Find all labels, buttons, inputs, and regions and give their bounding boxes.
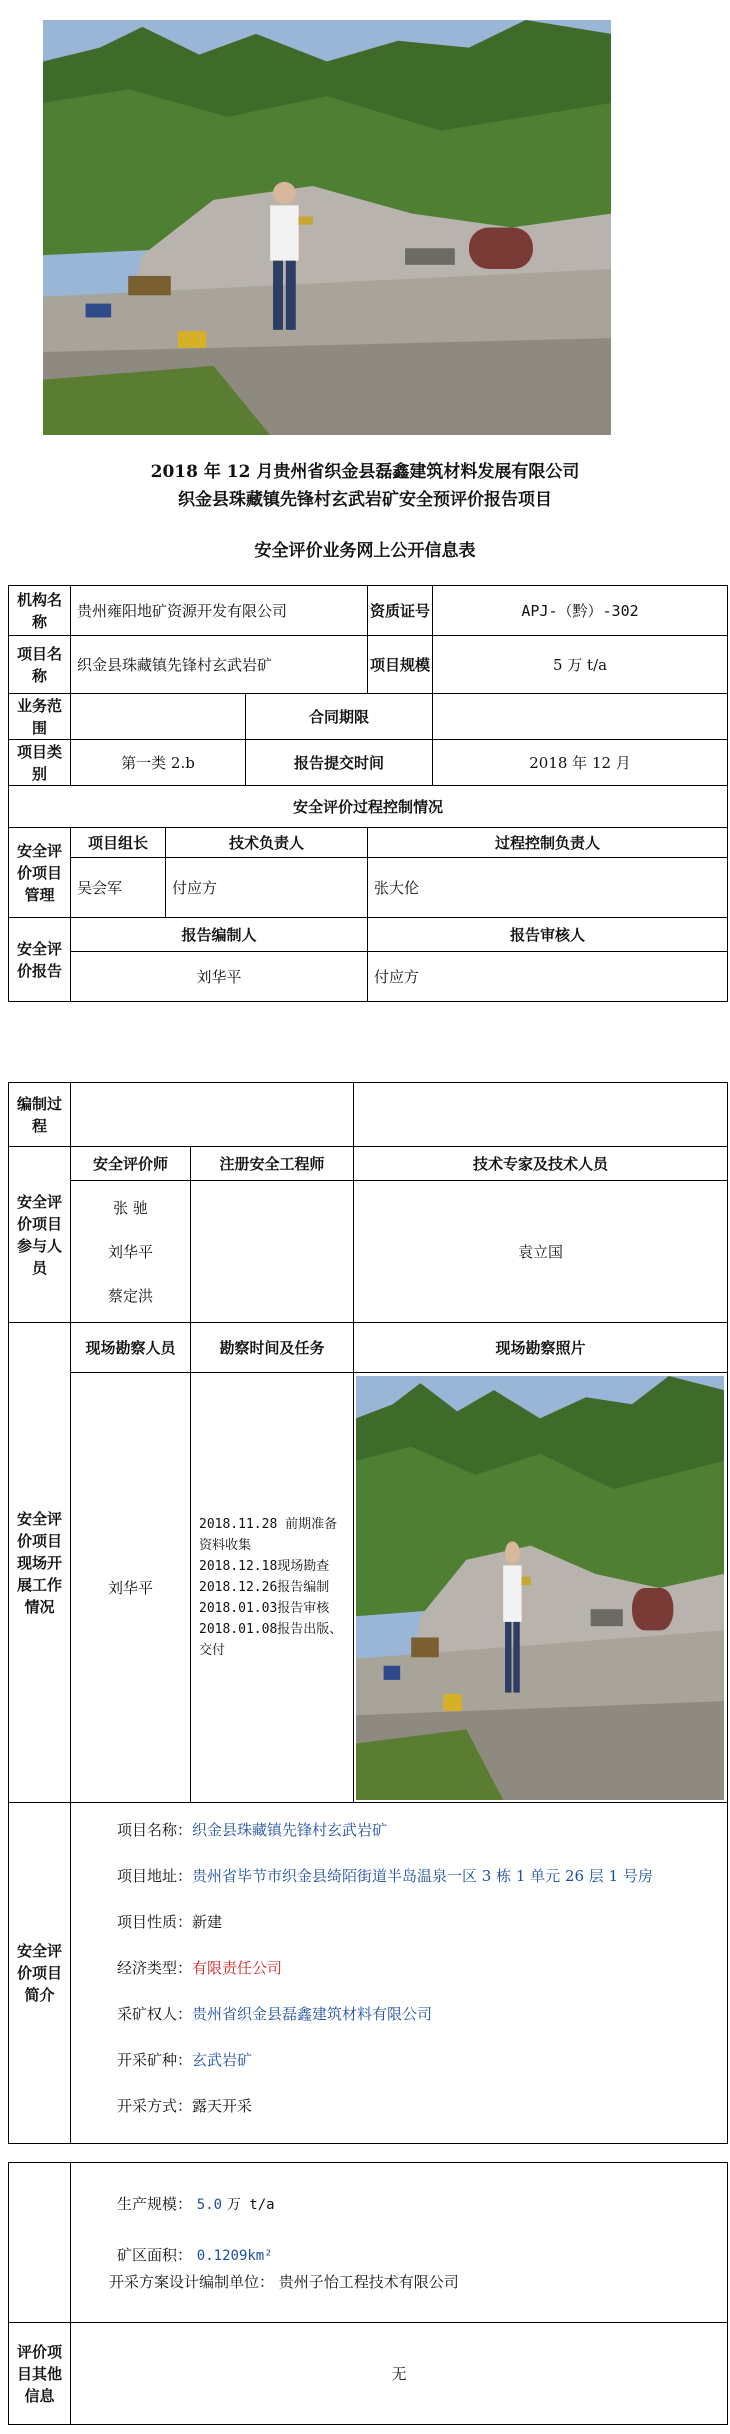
- tech-value: 付应方: [166, 858, 368, 918]
- scale-label: 项目规模: [368, 636, 433, 694]
- intro-row-value: 织金县珠藏镇先锋村玄武岩矿: [192, 1821, 388, 1839]
- surveyor-header: 现场勘察人员: [71, 1323, 191, 1373]
- survey-task: 2018.01.08报告出版、交付: [199, 1622, 343, 1658]
- submit-time-label: 报告提交时间: [246, 740, 433, 786]
- production-scale-label: 生产规模：: [117, 2194, 193, 2213]
- business-scope-label: 业务范围: [9, 694, 71, 740]
- engineer-header: 注册安全工程师: [191, 1147, 354, 1181]
- category-value: 第一类 2.b: [71, 740, 246, 786]
- intro-row-value: 新建: [192, 1913, 223, 1931]
- compile-value-1: [71, 1083, 354, 1147]
- intro-row: [117, 2095, 721, 2117]
- project-name-label: 项目名称: [9, 636, 71, 694]
- expert-header: 技术专家及技术人员: [354, 1147, 728, 1181]
- info-table-2: [8, 1082, 728, 2144]
- contract-period-value: [433, 694, 728, 740]
- survey-task: 2018.12.26报告编制: [199, 1580, 330, 1595]
- survey-photo-cell: [354, 1373, 728, 1803]
- area-value: 0.1209km²: [196, 2247, 273, 2264]
- quarry-photo-image: [43, 20, 611, 435]
- other-info-value: 无: [71, 2323, 728, 2425]
- site-photo-top: [43, 20, 611, 435]
- report-title-line3: 安全评价业务网上公开信息表: [254, 541, 476, 561]
- reviewer-header: 报告审核人: [368, 918, 728, 952]
- writer-header: 报告编制人: [71, 918, 368, 952]
- area-row: [117, 2244, 721, 2267]
- design-label: 开采方案设计编制单位：: [109, 2272, 275, 2291]
- institution-label: 机构名称: [9, 586, 71, 636]
- cert-value: APJ-（黔）-302: [433, 586, 728, 636]
- intro-row-label: 项目性质：: [117, 1913, 193, 1931]
- evaluator-list: [71, 1181, 191, 1323]
- survey-task: 2018.11.28 前期准备资料收集: [199, 1517, 338, 1553]
- intro-row-value: 有限责任公司: [192, 1959, 283, 1977]
- intro-row-value: 贵州省织金县磊鑫建筑材料有限公司: [192, 2005, 433, 2023]
- production-scale-unit: 万 t/a: [226, 2196, 275, 2213]
- reviewer-value: 付应方: [368, 952, 728, 1002]
- intro-row-value: 玄武岩矿: [192, 2051, 253, 2069]
- intro-row-value: 露天开采: [192, 2097, 253, 2115]
- extra-info-block: [71, 2163, 728, 2323]
- engineer-value: [191, 1181, 354, 1323]
- intro-row: [117, 1819, 721, 1841]
- info-table-3: [8, 2162, 728, 2425]
- report-title-line2: 织金县珠藏镇先锋村玄武岩矿安全预评价报告项目: [178, 490, 552, 510]
- report-title-line1: 2018 年 12 月贵州省织金县磊鑫建筑材料发展有限公司: [150, 462, 580, 482]
- survey-photo-header: 现场勘察照片: [354, 1323, 728, 1373]
- participants-label: 安全评价项目参与人员: [9, 1147, 71, 1323]
- process-header: 过程控制负责人: [368, 828, 728, 858]
- evaluator-name: 刘华平: [107, 1242, 153, 1261]
- report-label: 安全评价报告: [9, 918, 71, 1002]
- other-info-label: 评价项目其他信息: [9, 2323, 71, 2425]
- process-value: 张大伦: [368, 858, 728, 918]
- business-scope-value: [71, 694, 246, 740]
- intro-row: [117, 1957, 721, 1979]
- production-scale-value: 5.0: [196, 2196, 223, 2213]
- intro-row-label: 经济类型：: [117, 1959, 193, 1977]
- intro-row: [117, 1911, 721, 1933]
- leader-value: 吴会军: [71, 858, 166, 918]
- intro-row-label: 项目名称：: [117, 1821, 193, 1839]
- extra-label-empty: [9, 2163, 71, 2323]
- design-row: [109, 2271, 721, 2293]
- evaluator-name: 蔡定洪: [107, 1286, 153, 1305]
- surveyor-value: 刘华平: [71, 1373, 191, 1803]
- intro-label: 安全评价项目简介: [9, 1803, 71, 2144]
- intro-row: [117, 2049, 721, 2071]
- survey-photo: [356, 1376, 724, 1800]
- compile-label: 编制过程: [9, 1083, 71, 1147]
- intro-row-label: 项目地址：: [117, 1867, 193, 1885]
- leader-header: 项目组长: [71, 828, 166, 858]
- design-value: 贵州子怡工程技术有限公司: [278, 2272, 459, 2291]
- expert-value: 袁立国: [354, 1181, 728, 1323]
- submit-time-value: 2018 年 12 月: [433, 740, 728, 786]
- intro-row: [117, 2003, 721, 2025]
- scale-value: 5 万 t/a: [433, 636, 728, 694]
- contract-period-label: 合同期限: [246, 694, 433, 740]
- intro-row-label: 开采矿种：: [117, 2051, 193, 2069]
- production-scale-row: [117, 2193, 721, 2216]
- institution-value: 贵州雍阳地矿资源开发有限公司: [71, 586, 368, 636]
- survey-task: 2018.01.03报告审核: [199, 1601, 330, 1616]
- cert-label: 资质证号: [368, 586, 433, 636]
- info-table-1: [8, 585, 728, 1002]
- site-work-label: 安全评价项目现场开展工作情况: [9, 1323, 71, 1803]
- intro-block: [71, 1803, 728, 2144]
- survey-task-list: [191, 1373, 354, 1803]
- intro-row-value: 贵州省毕节市织金县绮陌街道半岛温泉一区 3 栋 1 单元 26 层 1 号房: [192, 1867, 653, 1885]
- compile-value-2: [354, 1083, 728, 1147]
- intro-rows: [117, 1819, 721, 2117]
- intro-row-label: 采矿权人：: [117, 2005, 193, 2023]
- category-label: 项目类别: [9, 740, 71, 786]
- project-name-value: 织金县珠藏镇先锋村玄武岩矿: [71, 636, 368, 694]
- intro-row-label: 开采方式：: [117, 2097, 193, 2115]
- evaluator-header: 安全评价师: [71, 1147, 191, 1181]
- writer-value: 刘华平: [71, 952, 368, 1002]
- survey-time-header: 勘察时间及任务: [191, 1323, 354, 1373]
- mgmt-label: 安全评价项目管理: [9, 828, 71, 918]
- evaluator-name: 张 驰: [113, 1198, 148, 1217]
- survey-task: 2018.12.18现场勘查: [199, 1559, 330, 1574]
- intro-row: [117, 1865, 721, 1887]
- process-control-title: 安全评价过程控制情况: [9, 786, 728, 828]
- tech-header: 技术负责人: [166, 828, 368, 858]
- area-label: 矿区面积：: [117, 2245, 193, 2264]
